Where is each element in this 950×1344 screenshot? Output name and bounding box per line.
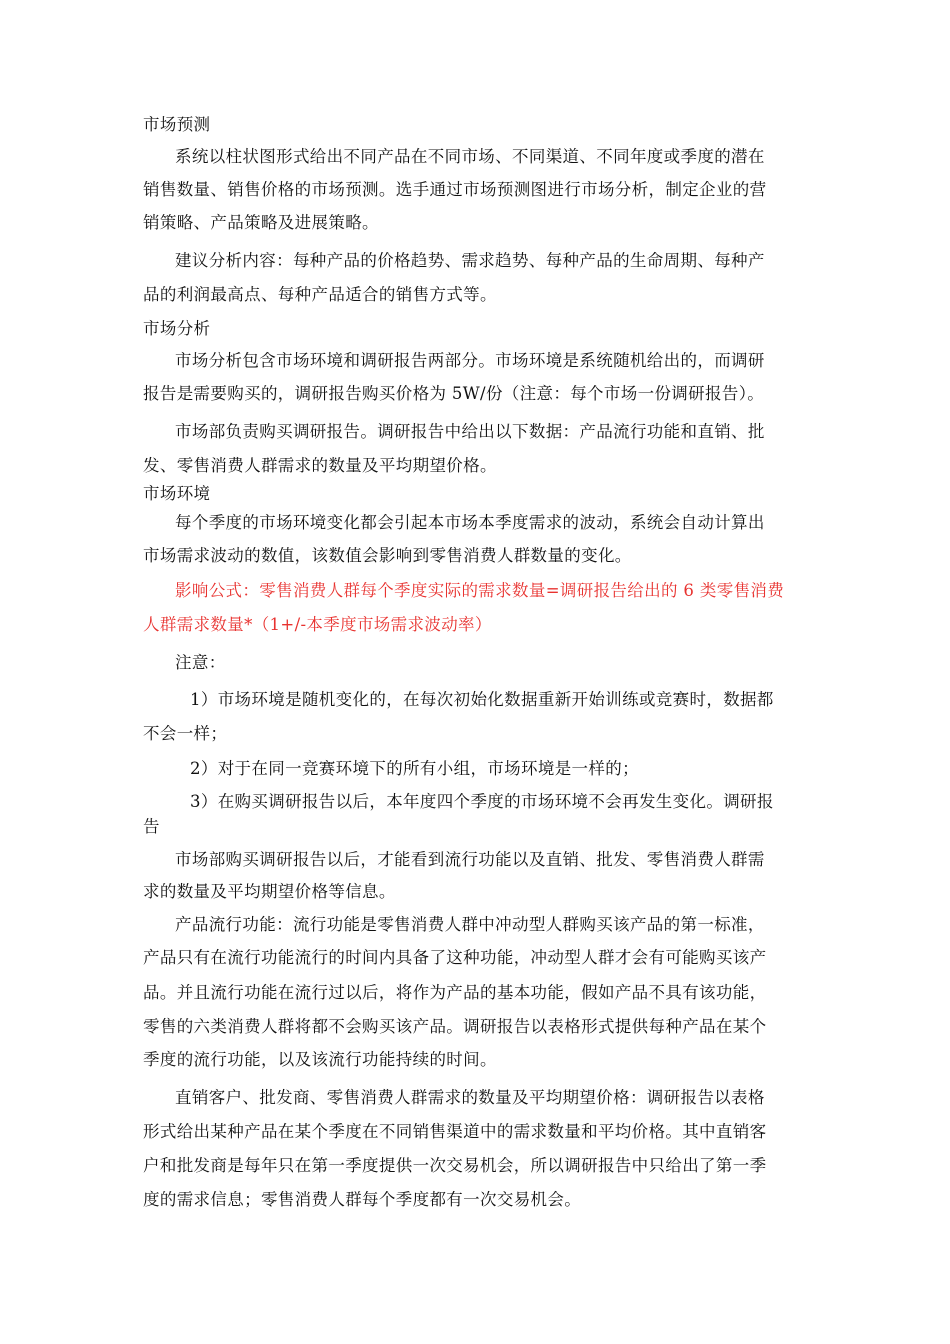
paragraph-line: 市场需求波动的数值，该数值会影响到零售消费人群数量的变化。	[143, 546, 632, 565]
note-item: 3）在购买调研报告以后，本年度四个季度的市场环境不会再发生变化。调研报	[190, 792, 774, 811]
formula-line: 影响公式：零售消费人群每个季度实际的需求数量=调研报告给出的 6 类零售消费	[175, 581, 785, 600]
note-label: 注意：	[175, 653, 226, 672]
formula-line: 人群需求数量*（1+/-本季度市场需求波动率）	[143, 615, 492, 634]
paragraph-line: 发、零售消费人群需求的数量及平均期望价格。	[143, 456, 497, 475]
note-item: 1）市场环境是随机变化的，在每次初始化数据重新开始训练或竞赛时，数据都	[190, 690, 774, 709]
paragraph-line: 品的利润最高点、每种产品适合的销售方式等。	[143, 285, 497, 304]
paragraph-line: 直销客户、批发商、零售消费人群需求的数量及平均期望价格：调研报告以表格	[175, 1088, 765, 1107]
paragraph-line: 市场部负责购买调研报告。调研报告中给出以下数据：产品流行功能和直销、批	[175, 422, 765, 441]
paragraph-line: 品。并且流行功能在流行过以后，将作为产品的基本功能，假如产品不具有该功能，	[143, 983, 767, 1002]
paragraph-line: 销策略、产品策略及进展策略。	[143, 213, 379, 232]
paragraph-line: 户和批发商是每年只在第一季度提供一次交易机会，所以调研报告中只给出了第一季	[143, 1156, 767, 1175]
note-item: 告	[143, 817, 160, 836]
paragraph-line: 求的数量及平均期望价格等信息。	[143, 882, 396, 901]
paragraph-line: 每个季度的市场环境变化都会引起本市场本季度需求的波动，系统会自动计算出	[175, 513, 765, 532]
paragraph-line: 度的需求信息；零售消费人群每个季度都有一次交易机会。	[143, 1190, 582, 1209]
paragraph-line: 报告是需要购买的，调研报告购买价格为 5W/份（注意：每个市场一份调研报告）。	[143, 384, 765, 403]
paragraph-line: 市场部购买调研报告以后，才能看到流行功能以及直销、批发、零售消费人群需	[175, 850, 765, 869]
paragraph-line: 季度的流行功能，以及该流行功能持续的时间。	[143, 1050, 497, 1069]
heading-market-forecast: 市场预测	[143, 115, 211, 134]
heading-market-environment: 市场环境	[143, 484, 211, 503]
paragraph-line: 形式给出某种产品在某个季度在不同销售渠道中的需求数量和平均价格。其中直销客	[143, 1122, 767, 1141]
heading-market-analysis: 市场分析	[143, 319, 211, 338]
paragraph-line: 市场分析包含市场环境和调研报告两部分。市场环境是系统随机给出的，而调研	[175, 351, 765, 370]
note-item: 不会一样；	[143, 724, 228, 743]
paragraph-line: 系统以柱状图形式给出不同产品在不同市场、不同渠道、不同年度或季度的潜在	[175, 147, 765, 166]
note-item: 2）对于在同一竞赛环境下的所有小组，市场环境是一样的；	[190, 759, 639, 778]
paragraph-line: 产品只有在流行功能流行的时间内具备了这种功能，冲动型人群才会有可能购买该产	[143, 948, 767, 967]
paragraph-line: 建议分析内容：每种产品的价格趋势、需求趋势、每种产品的生命周期、每种产	[175, 251, 765, 270]
paragraph-line: 销售数量、销售价格的市场预测。选手通过市场预测图进行市场分析，制定企业的营	[143, 180, 767, 199]
paragraph-line: 产品流行功能：流行功能是零售消费人群中冲动型人群购买该产品的第一标准，	[175, 915, 765, 934]
paragraph-line: 零售的六类消费人群将都不会购买该产品。调研报告以表格形式提供每种产品在某个	[143, 1017, 767, 1036]
